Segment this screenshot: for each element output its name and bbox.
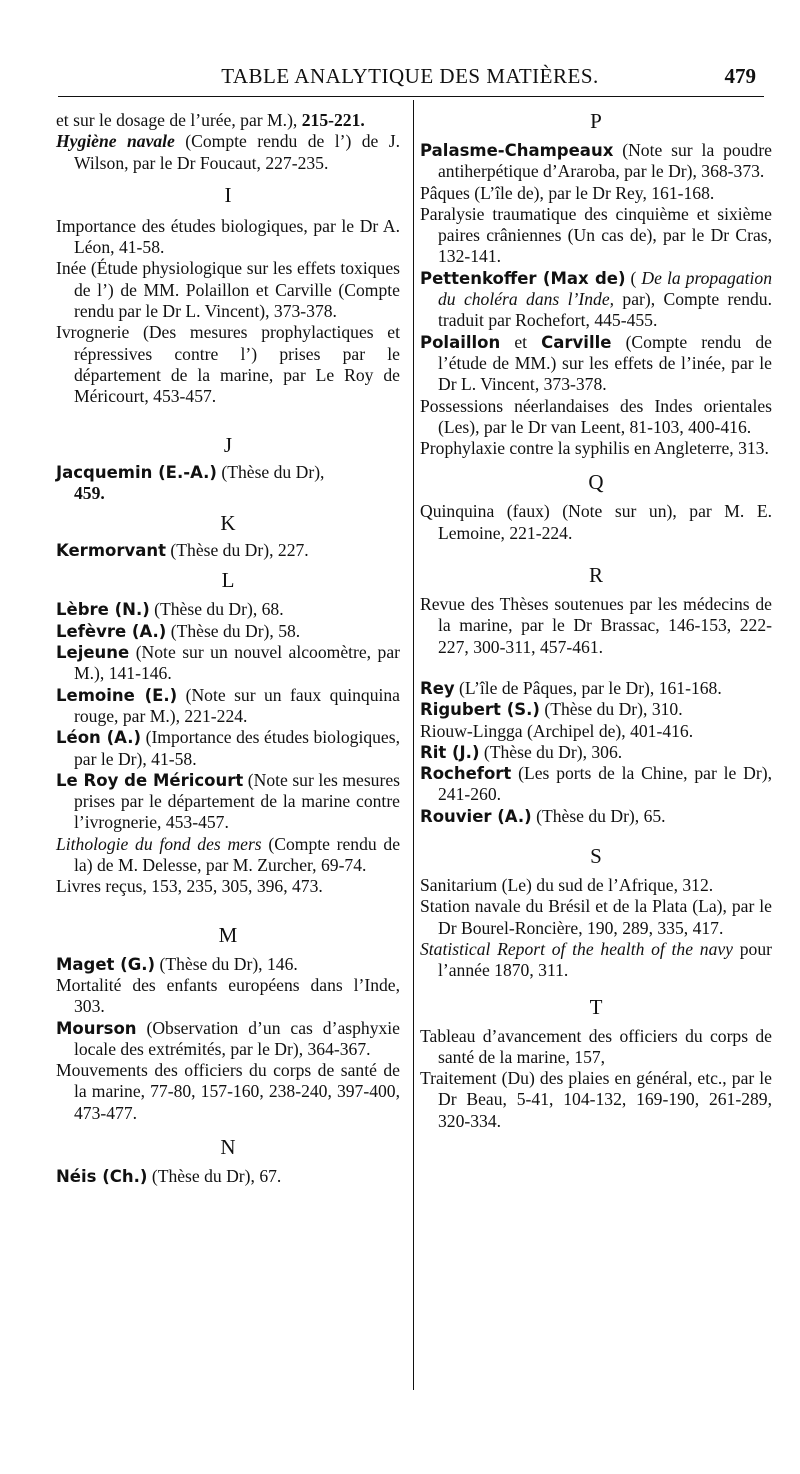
index-entry: Tableau d’avancement des officiers du corps de santé de la marine, 157,	[420, 1025, 772, 1067]
section-letter: R	[588, 563, 603, 588]
index-entry: Livres reçus, 153, 235, 305, 396, 473.	[56, 876, 323, 897]
section-letter: N	[220, 1134, 236, 1159]
index-entry: Sanitarium (Le) du sud de l’Afrique, 312.	[420, 875, 714, 896]
index-entry: Hygiène navale (Compte rendu de l’) de J. Wilson, par le Dr Foucaut, 227-235.	[56, 131, 400, 173]
index-entry: Mouvements des officiers du corps de santé de la marine, 77-80, 157-160, 238-240, 397-400, 473-477.	[56, 1060, 400, 1123]
index-entry: Rouvier (A.) (Thèse du Dr), 65.	[420, 805, 666, 826]
index-entry: Palasme-Champeaux (Note sur la poudre antiherpétique d’Araroba, par le Dr), 368-373.	[420, 140, 772, 182]
section-letter: L	[221, 568, 235, 593]
section-letter: Q	[588, 470, 604, 495]
index-entry: Mourson (Observation d’un cas d’asphyxie locale des extrémités, par le Dr), 364-367.	[56, 1017, 400, 1059]
index-entry: Lithologie du fond des mers (Compte rendu de la) de M. Delesse, par M. Zurcher, 69-74.	[56, 833, 400, 876]
running-title: TABLE ANALYTIQUE DES MATIÈRES.	[221, 64, 599, 88]
section-letter: M	[218, 922, 238, 947]
left-column	[56, 110, 400, 1187]
index-entry: Station navale du Brésil et de la Plata (La), par le Dr Bourel-Roncière, 190, 289, 335, 417.	[420, 896, 772, 938]
index-entry: Statistical Report of the health of the navy pour l’année 1870, 311.	[420, 938, 772, 981]
index-entry: Quinquina (faux) (Note sur un), par M. E. Lemoine, 221-224.	[420, 501, 772, 543]
index-entry: Rochefort (Les ports de la Chine, par le Dr), 241-260.	[420, 763, 772, 805]
header-rule	[58, 96, 764, 97]
index-entry: Riouw-Lingga (Archipel de), 401-416.	[420, 720, 694, 741]
index-entry: Le Roy de Méricourt (Note sur les mesures prises par le département de la marine contre l’ivrognerie, 453-457.	[56, 769, 400, 833]
index-entry: et sur le dosage de l’urée, par M.), 215-221.	[56, 110, 365, 130]
index-entry: Lejeune (Note sur un nouvel alcoomètre, par M.), 141-146.	[56, 642, 400, 684]
index-entry: Lèbre (N.) (Thèse du Dr), 68.	[56, 599, 284, 620]
section-letter: I	[224, 182, 232, 207]
section-letter: S	[590, 844, 602, 869]
section-letter: K	[220, 511, 236, 536]
index-entry: Mortalité des enfants européens dans l’Inde, 303.	[56, 974, 400, 1017]
index-entry: Polaillon et Carville (Compte rendu de l’étude de MM.) sur les effets de l’inée, par le Dr L. Vincent, 373-378.	[420, 331, 772, 395]
page-number: 479	[724, 64, 756, 88]
index-entry: Néis (Ch.) (Thèse du Dr), 67.	[56, 1165, 282, 1186]
index-entry: Importance des études biologiques, par le Dr A. Léon, 41-58.	[56, 215, 400, 258]
index-entry: Possessions néerlandaises des Indes orientales (Les), par le Dr van Leent, 81-103, 400-416.	[420, 395, 772, 437]
index-entry: Rigubert (S.) (Thèse du Dr), 310.	[420, 699, 683, 720]
index-entry: Prophylaxie contre la syphilis en Angleterre, 313.	[420, 438, 769, 459]
running-header	[60, 62, 760, 96]
index-entry: Ivrognerie (Des mesures prophylactiques et répressives contre l’) prises par le département de la marine, par Le Roy de Méricourt, 453-457.	[56, 322, 400, 407]
section-letter: P	[590, 109, 602, 133]
index-entry: Léon (A.) (Importance des études biologiques, par le Dr), 41-58.	[56, 727, 400, 769]
section-letter: J	[223, 432, 233, 457]
index-entry: Lemoine (E.) (Note sur un faux quinquina rouge, par M.), 221-224.	[56, 684, 400, 726]
index-entry: Revue des Thèses soutenues par les médecins de la marine, par le Dr Brassac, 146-153, 222-227, 300-311, 457-461.	[420, 594, 772, 657]
column-divider	[413, 100, 414, 1390]
index-entry: Pâques (L’île de), par le Dr Rey, 161-168.	[420, 182, 715, 203]
section-letter: T	[589, 994, 603, 1019]
index-entry: Traitement (Du) des plaies en général, etc., par le Dr Beau, 5-41, 104-132, 169-190, 261-289, 320-334.	[420, 1068, 772, 1131]
index-entry: Pettenkoffer (Max de) ( De la propagation du choléra dans l’Inde, par), Compte rendu. traduit par Rochefort, 445-455.	[420, 267, 772, 331]
index-entry: Lefèvre (A.) (Thèse du Dr), 58.	[56, 620, 301, 641]
index-entry: Paralysie traumatique des cinquième et sixième paires crâniennes (Un cas de), par le Dr Cras, 132-141.	[420, 203, 772, 267]
index-entry: Kermorvant (Thèse du Dr), 227.	[56, 540, 309, 561]
index-entry: Rey (L’île de Pâques, par le Dr), 161-168.	[420, 677, 722, 698]
index-entry: Inée (Étude physiologique sur les effets toxiques de l’) de MM. Polaillon et Carville (Compte rendu par le Dr L. Vincent), 373-378.	[56, 258, 400, 322]
right-column	[420, 110, 772, 1132]
index-entry: Jacquemin (E.-A.) (Thèse du Dr), 459.	[56, 461, 325, 503]
index-entry: Rit (J.) (Thèse du Dr), 306.	[420, 741, 623, 762]
index-entry: Maget (G.) (Thèse du Dr), 146.	[56, 953, 298, 974]
